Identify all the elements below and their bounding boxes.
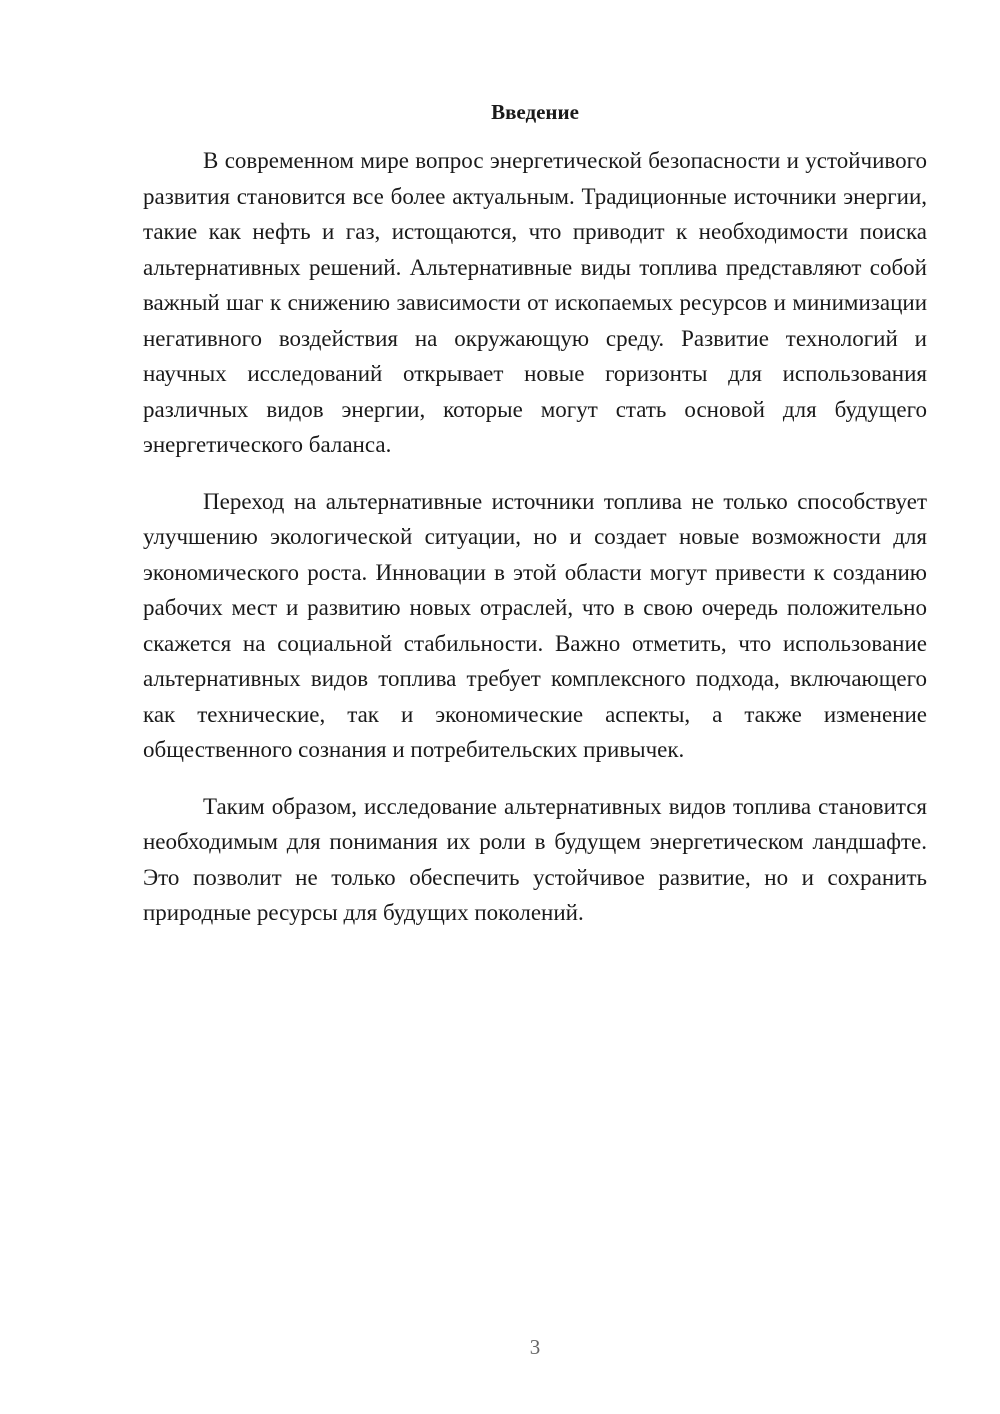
body-text bbox=[143, 143, 927, 931]
page-number: 3 bbox=[529, 1335, 541, 1359]
paragraph-2: Переход на альтернативные источники топлива не только способствует улучшению экологической ситуации, но и создает новые возможности для экономического роста. Инновации в этой области могут привести к созданию рабочих мест и развитию новых отраслей, что в свою очередь положительно скажется на социальной стабильности. Важно отметить, что использование альтернативных видов топлива требует комплексного подхода, включающего как технические, так и экономические аспекты, а также изменение общественного сознания и потребительских привычек. bbox=[143, 488, 927, 762]
paragraph-1: В современном мире вопрос энергетической безопасности и устойчивого развития становится все более актуальным. Традиционные источники энергии, такие как нефть и газ, истощаются, что приводит к необходимости поиска альтернативных решений. Альтернативные виды топлива представляют собой важный шаг к снижению зависимости от ископаемых ресурсов и минимизации негативного воздействия на окружающую среду. Развитие технологий и научных исследований открывает новые горизонты для использования различных видов энергии, которые могут стать основой для будущего энергетического баланса. bbox=[143, 148, 927, 457]
section-title: Введение bbox=[491, 100, 579, 124]
paragraph-3: Таким образом, исследование альтернативных видов топлива становится необходимым для понимания их роли в будущем энергетическом ландшафте. Это позволит не только обеспечить устойчивое развитие, но и сохранить природные ресурсы для будущих поколений. bbox=[143, 793, 927, 925]
